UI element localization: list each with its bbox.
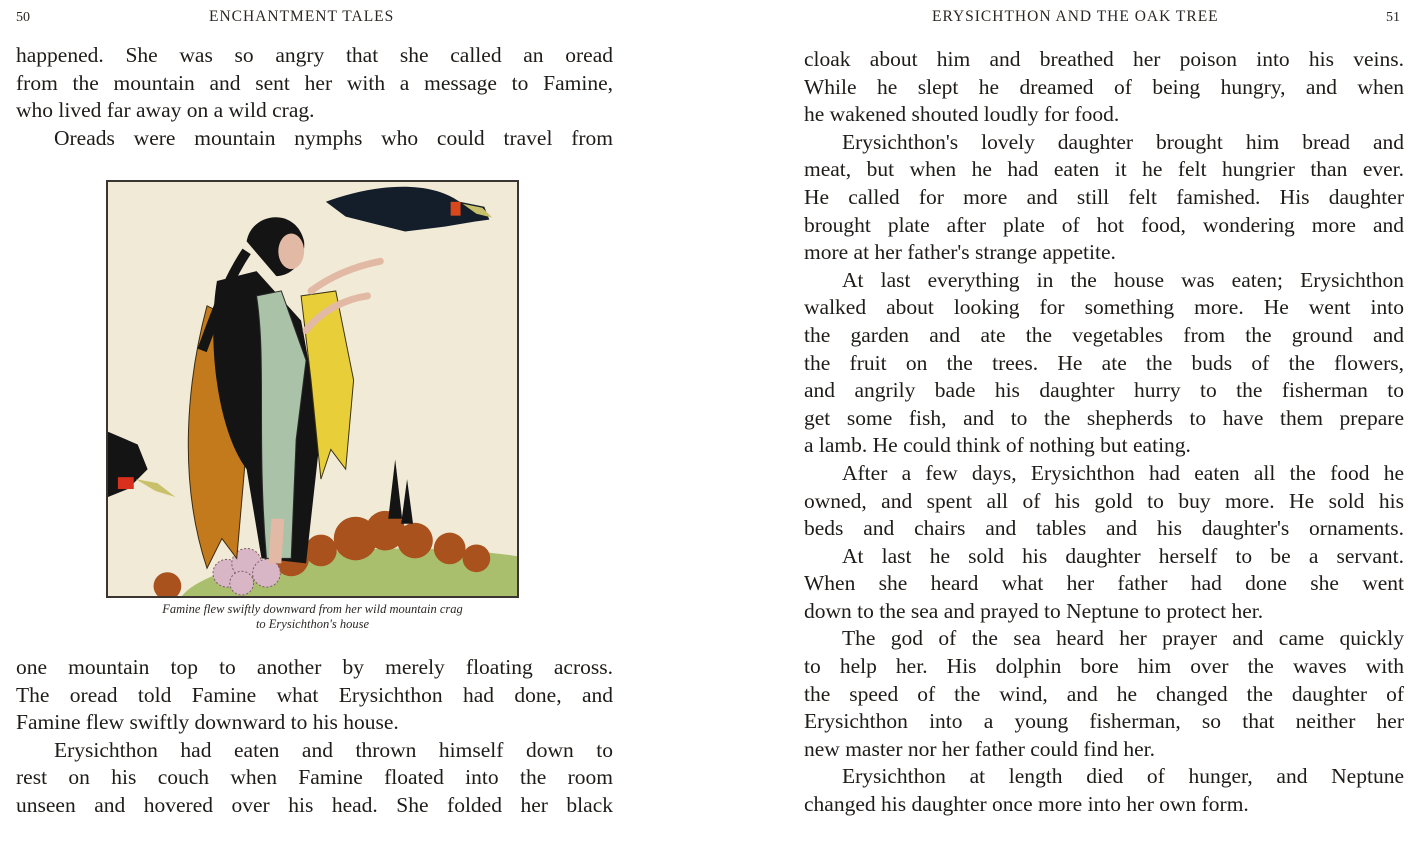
caption-line: Famine flew swiftly downward from her wild mountain crag xyxy=(162,602,463,616)
text-line: Erysichthon into a young fisherman, so that neither her xyxy=(804,709,1404,734)
text-line: walked about looking for something more. He went into xyxy=(804,295,1404,320)
body-text-top xyxy=(16,42,613,152)
text-line: down to the sea and prayed to Neptune to protect her. xyxy=(804,598,1264,623)
text-line: meat, but when he had eaten it he felt hungrier than ever. xyxy=(804,157,1404,182)
left-page xyxy=(0,0,640,842)
text-line: At last everything in the house was eaten; Erysichthon xyxy=(842,267,1404,292)
text-line: After a few days, Erysichthon had eaten all the food he xyxy=(842,460,1404,485)
text-line: He called for more and still felt famished. His daughter xyxy=(804,184,1404,209)
text-line: Oreads were mountain nymphs who could travel from xyxy=(54,125,613,150)
text-line: a lamb. He could think of nothing but eating. xyxy=(804,433,1191,458)
text-line: who lived far away on a wild crag. xyxy=(16,98,315,123)
text-line: When she heard what her father had done she went xyxy=(804,571,1404,596)
famine-illustration-icon xyxy=(108,182,517,596)
text-line: Erysichthon's lovely daughter brought him bread and xyxy=(842,129,1404,154)
illustration xyxy=(106,180,519,598)
text-line: While he slept he dreamed of being hungry, and when xyxy=(804,74,1404,99)
text-line: rest on his couch when Famine floated into the room xyxy=(16,765,613,790)
text-line: cloak about him and breathed her poison into his veins. xyxy=(804,47,1404,71)
text-line: he wakened shouted loudly for food. xyxy=(804,102,1120,127)
body-text xyxy=(804,46,1404,819)
text-line: Famine flew swiftly downward to his house. xyxy=(16,710,399,735)
text-line: happened. She was so angry that she called an oread xyxy=(16,43,613,67)
text-line: new master nor her father could find her. xyxy=(804,736,1156,761)
text-line: the speed of the wind, and he changed the daughter of xyxy=(804,681,1404,706)
running-head: ERYSICHTHON AND THE OAK TREE xyxy=(932,8,1219,25)
text-line: beds and chairs and tables and his daughter's ornaments. xyxy=(804,516,1404,541)
text-line: unseen and hovered over his head. She folded her black xyxy=(16,792,613,817)
text-line: Erysichthon at length died of hunger, and Neptune xyxy=(842,764,1404,789)
running-head: ENCHANTMENT TALES xyxy=(209,8,395,25)
text-line: owned, and spent all of his gold to buy more. He sold his xyxy=(804,488,1404,513)
text-line: the fruit on the trees. He ate the buds of the flowers, xyxy=(804,350,1404,375)
page-number: 51 xyxy=(1386,10,1400,25)
text-line: The oread told Famine what Erysichthon had done, and xyxy=(16,682,613,707)
right-page xyxy=(784,0,1424,842)
text-line: the garden and ate the vegetables from the ground and xyxy=(804,322,1404,347)
page-number: 50 xyxy=(16,10,30,25)
text-line: and angrily bade his daughter hurry to the fisherman to xyxy=(804,378,1404,403)
text-line: The god of the sea heard her prayer and came quickly xyxy=(842,626,1404,651)
figure-caption xyxy=(106,602,519,631)
text-line: to help her. His dolphin bore him over the waves with xyxy=(804,654,1404,679)
text-line: At last he sold his daughter herself to be a servant. xyxy=(842,543,1404,568)
text-line: get some fish, and to the shepherds to have them prepare xyxy=(804,405,1404,430)
text-line: from the mountain and sent her with a message to Famine, xyxy=(16,70,613,95)
text-line: more at her father's strange appetite. xyxy=(804,240,1116,265)
text-line: Erysichthon had eaten and thrown himself down to xyxy=(54,737,613,762)
caption-line: to Erysichthon's house xyxy=(255,616,370,631)
text-line: brought plate after plate of hot food, wondering more and xyxy=(804,212,1404,237)
text-line: one mountain top to another by merely floating across. xyxy=(16,655,613,679)
body-text-bottom xyxy=(16,654,613,820)
text-line: changed his daughter once more into her own form. xyxy=(804,792,1249,817)
